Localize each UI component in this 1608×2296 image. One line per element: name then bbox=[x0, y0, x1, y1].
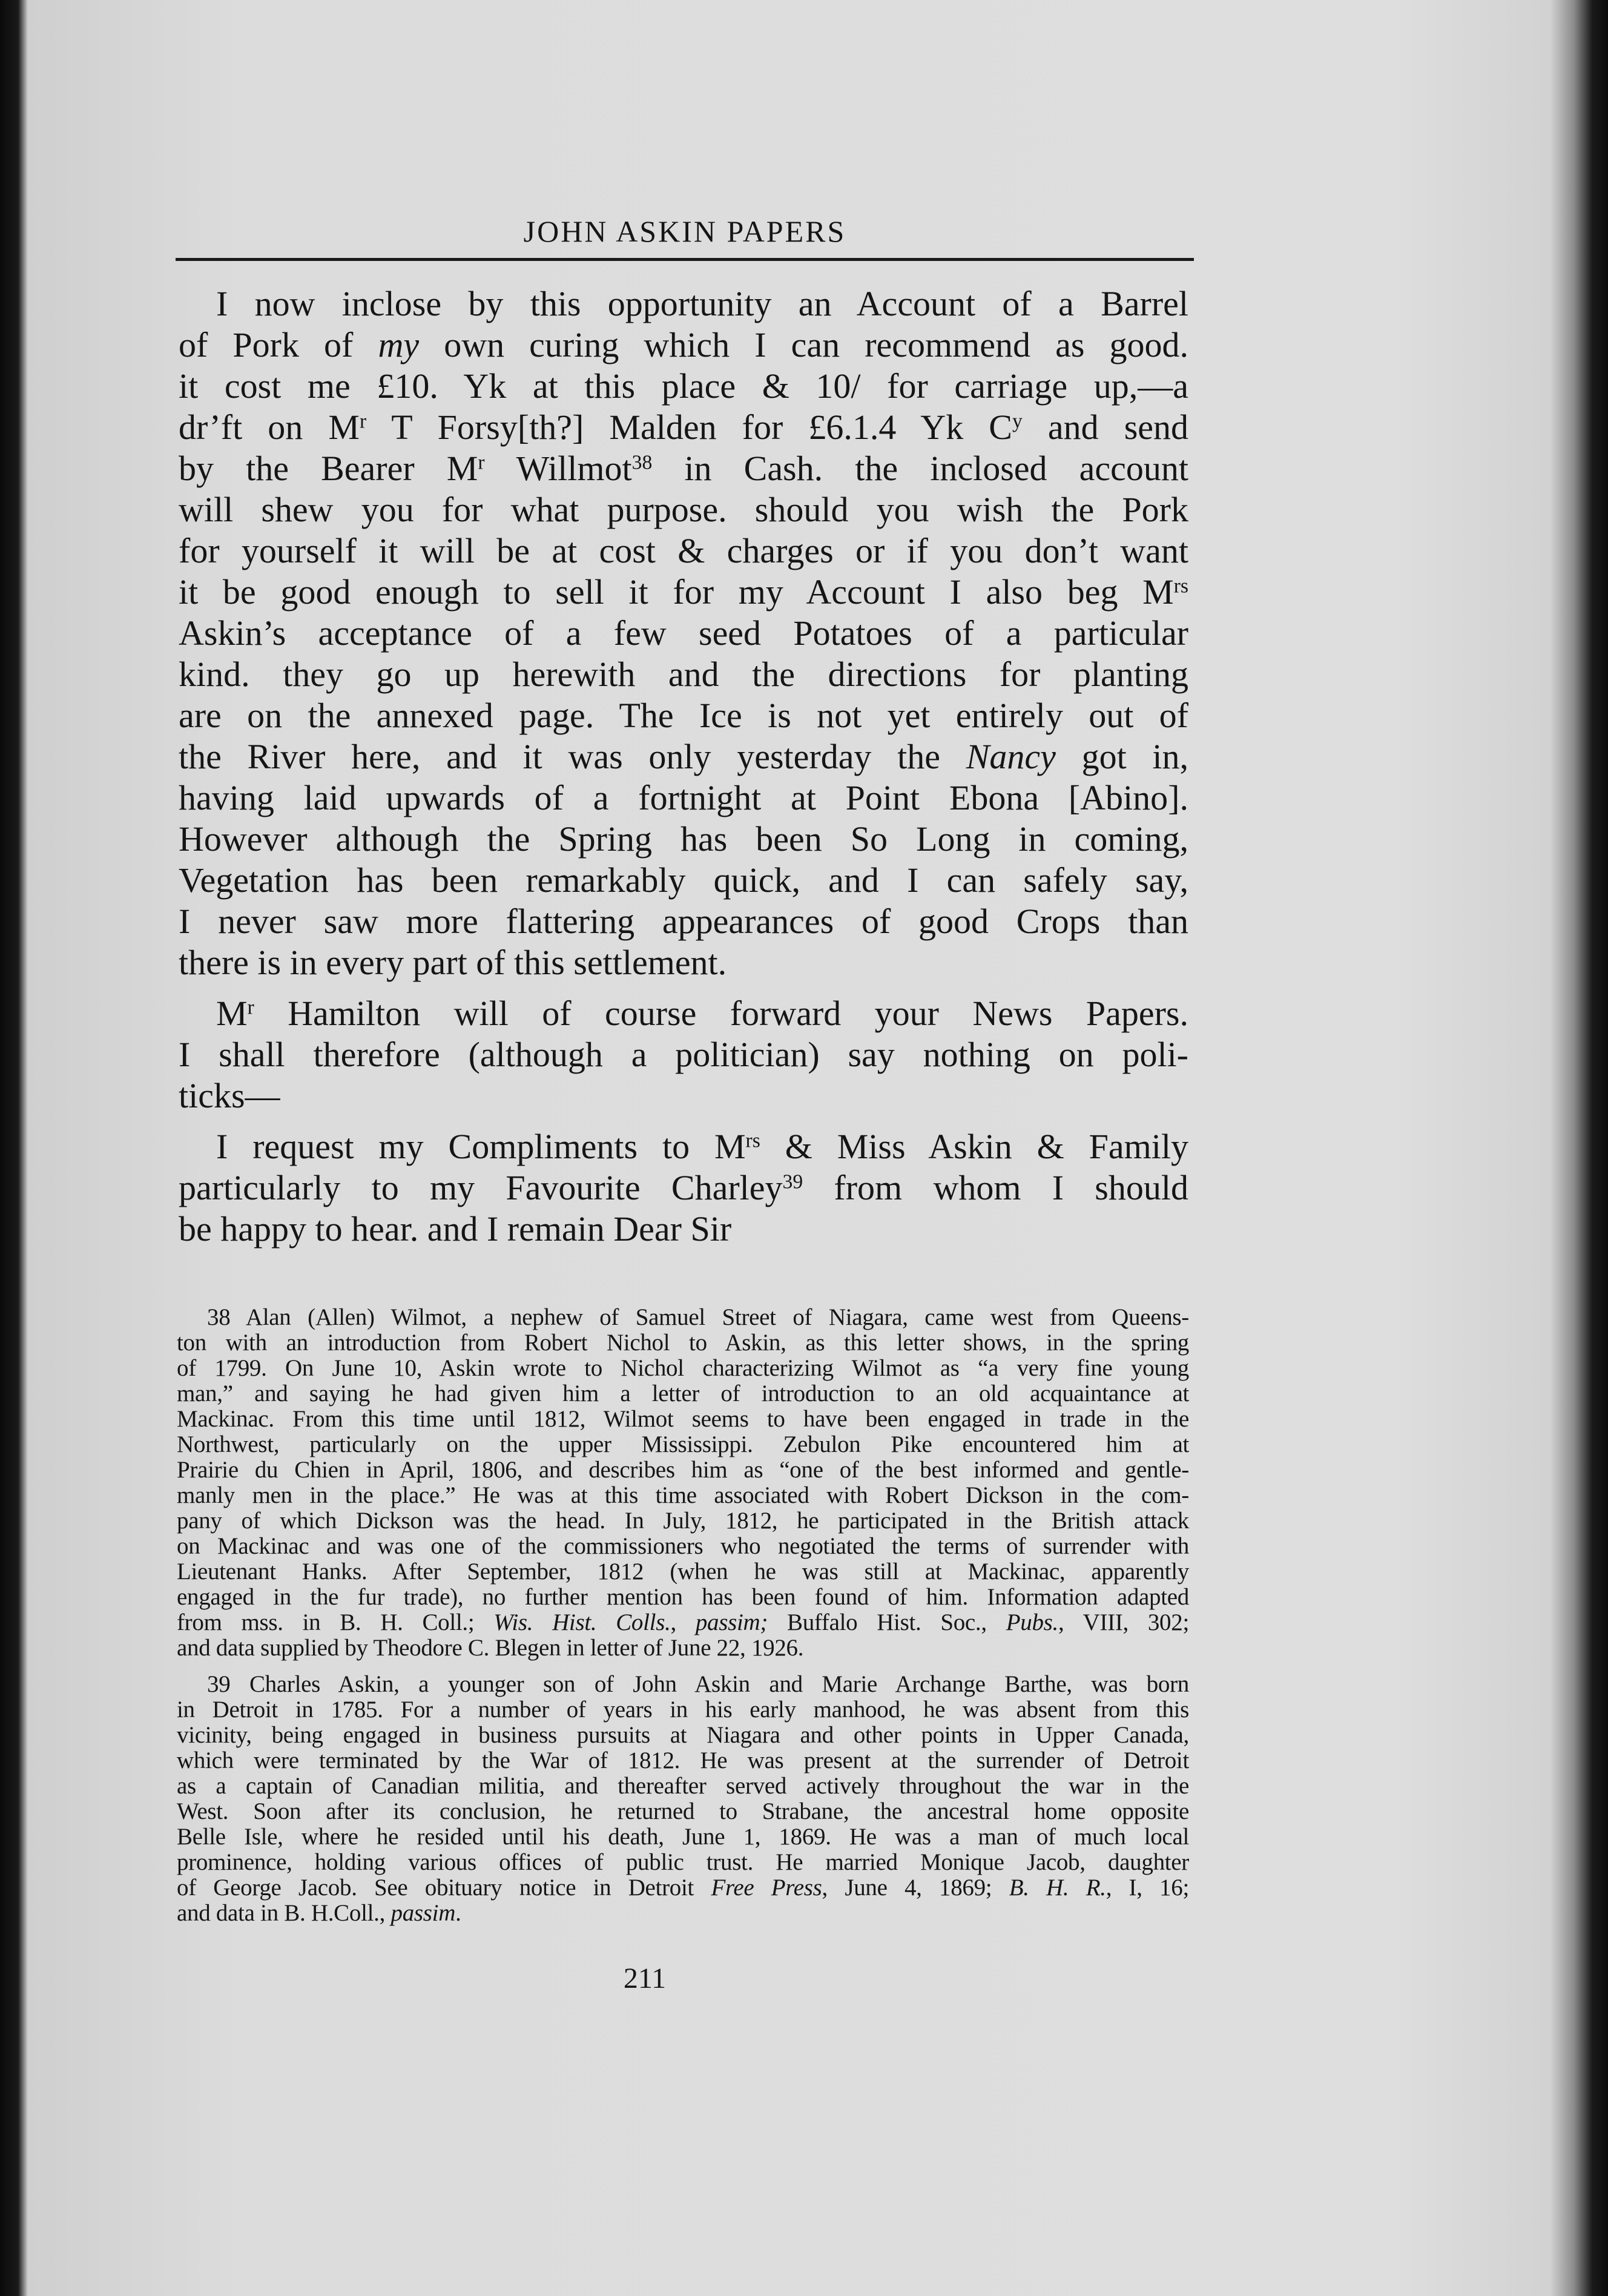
text-line bbox=[177, 1748, 1189, 1773]
text-run: as a captain of Canadian militia, and thereafter served actively throughout the war in the bbox=[177, 1773, 1189, 1799]
text-run: Buffalo Hist. Soc., bbox=[768, 1609, 1006, 1635]
text-run: own curing which I can recommend as good. bbox=[419, 325, 1188, 365]
text-run: Vegetation has been remarkably quick, and I can safely say, bbox=[179, 860, 1188, 900]
text-run: dr’ft on M bbox=[179, 407, 360, 447]
text-line bbox=[177, 1850, 1189, 1875]
text-run: Mackinac. From this time until 1812, Wilmot seems to have been engaged in trade in the bbox=[177, 1406, 1189, 1432]
text-line bbox=[179, 407, 1188, 448]
text-run: it be good enough to sell it for my Account I also beg M bbox=[179, 572, 1174, 612]
text-line bbox=[177, 1875, 1189, 1901]
text-line bbox=[177, 1799, 1189, 1824]
text-line bbox=[179, 819, 1188, 860]
superscript: 38 bbox=[631, 451, 653, 474]
paragraph bbox=[179, 1126, 1188, 1250]
text-run: Lieutenant Hanks. After September, 1812 (when he was still at Mackinac, apparently bbox=[177, 1559, 1189, 1585]
text-line bbox=[179, 325, 1188, 366]
text-line bbox=[177, 1697, 1189, 1723]
superscript: r bbox=[359, 410, 367, 433]
text-line bbox=[179, 736, 1188, 777]
text-line bbox=[177, 1356, 1189, 1381]
text-run: on Mackinac and was one of the commissioners who negotiated the terms of surrender with bbox=[177, 1533, 1189, 1559]
text-run: , June 4, 1869; bbox=[822, 1875, 1009, 1901]
text-run: I never saw more flattering appearances of good Crops than bbox=[179, 902, 1188, 941]
text-line bbox=[177, 1407, 1189, 1432]
text-line bbox=[177, 1330, 1189, 1356]
superscript: rs bbox=[1173, 575, 1188, 598]
italic-text: passim; bbox=[695, 1609, 768, 1635]
text-run: are on the annexed page. The Ice is not yet entirely out of bbox=[179, 696, 1188, 735]
italic-text: Nancy bbox=[966, 737, 1056, 776]
text-run: having laid upwards of a fortnight at Point Ebona [Abino]. bbox=[179, 778, 1188, 817]
text-run: from mss. in B. H. Coll.; bbox=[177, 1609, 494, 1635]
superscript: rs bbox=[745, 1129, 760, 1152]
text-run: and send bbox=[1022, 407, 1189, 447]
text-line bbox=[179, 942, 1188, 983]
text-line bbox=[179, 1075, 1188, 1117]
text-run: particularly to my Favourite Charley bbox=[179, 1168, 783, 1207]
text-run: . bbox=[455, 1900, 461, 1926]
italic-text: Pubs. bbox=[1006, 1609, 1058, 1635]
superscript: 39 bbox=[782, 1170, 803, 1193]
header-rule bbox=[176, 258, 1194, 261]
text-run: man,” and saying he had given him a letter of introduction to an old acquaintance at bbox=[177, 1381, 1189, 1407]
text-line bbox=[177, 1457, 1189, 1483]
italic-text: passim bbox=[390, 1900, 456, 1926]
text-line bbox=[177, 1610, 1189, 1635]
text-run: be happy to hear. and I remain Dear Sir bbox=[179, 1209, 732, 1249]
text-line bbox=[177, 1901, 1189, 1926]
text-line bbox=[177, 1723, 1189, 1748]
footnote bbox=[177, 1672, 1189, 1926]
italic-text: Free Press bbox=[711, 1875, 822, 1901]
footnote bbox=[177, 1305, 1189, 1661]
text-run: I request my Compliments to M bbox=[216, 1127, 746, 1166]
italic-text: B. H. R. bbox=[1009, 1875, 1106, 1901]
text-run: Hamilton will of course forward your News Papers. bbox=[254, 994, 1188, 1033]
text-line bbox=[179, 366, 1188, 407]
text-line bbox=[177, 1773, 1189, 1799]
paragraph bbox=[179, 283, 1188, 983]
text-run: Askin’s acceptance of a few seed Potatoes of a particular bbox=[179, 613, 1188, 653]
text-line bbox=[177, 1559, 1189, 1585]
text-line bbox=[177, 1635, 1189, 1661]
text-run: 38 Alan (Allen) Wilmot, a nephew of Samuel Street of Niagara, came west from Queens- bbox=[207, 1304, 1189, 1330]
text-run: got in, bbox=[1055, 737, 1189, 776]
text-line bbox=[177, 1381, 1189, 1407]
text-line bbox=[179, 901, 1188, 942]
text-run: , bbox=[670, 1609, 696, 1635]
italic-text: Wis. Hist. Colls. bbox=[493, 1609, 671, 1635]
text-run: T Forsy[th?] Malden for £6.1.4 Yk C bbox=[366, 407, 1012, 447]
text-line bbox=[179, 489, 1188, 530]
text-run: kind. they go up herewith and the directions for planting bbox=[179, 655, 1188, 694]
text-run: Northwest, particularly on the upper Mississippi. Zebulon Pike encountered him at bbox=[177, 1431, 1189, 1457]
text-run: However although the Spring has been So Long in coming, bbox=[179, 819, 1188, 859]
text-run: engaged in the fur trade), no further mention has been found of him. Information adapted bbox=[177, 1584, 1189, 1610]
footnotes bbox=[177, 1305, 1189, 1937]
running-head: JOHN ASKIN PAPERS bbox=[523, 214, 846, 248]
text-run: for yourself it will be at cost & charges or if you don’t want bbox=[179, 531, 1188, 570]
text-run: in Detroit in 1785. For a number of years in his early manhood, he was absent from this bbox=[177, 1697, 1189, 1723]
text-line bbox=[179, 1034, 1188, 1075]
text-run: of Pork of bbox=[179, 325, 378, 365]
text-run: will shew you for what purpose. should you wish the Pork bbox=[179, 490, 1188, 529]
text-line bbox=[179, 860, 1188, 901]
text-run: the River here, and it was only yesterday the bbox=[179, 737, 966, 776]
text-run: ticks— bbox=[179, 1076, 280, 1115]
text-run: vicinity, being engaged in business pursuits at Niagara and other points in Upper Canada, bbox=[177, 1722, 1189, 1748]
text-line bbox=[177, 1672, 1189, 1697]
text-line bbox=[179, 283, 1188, 325]
text-line bbox=[179, 1209, 1188, 1250]
superscript: r bbox=[247, 996, 254, 1019]
text-run: & Miss Askin & Family bbox=[760, 1127, 1188, 1166]
text-line bbox=[177, 1305, 1189, 1330]
text-run: it cost me £10. Yk at this place & 10/ for carriage up,—a bbox=[179, 366, 1188, 406]
text-run: Willmot bbox=[484, 449, 632, 488]
text-line bbox=[177, 1824, 1189, 1850]
page-number: 211 bbox=[623, 1962, 667, 1994]
text-run: I shall therefore (although a politician) say nothing on poli- bbox=[179, 1035, 1188, 1074]
text-run: and data in B. H.Coll., bbox=[177, 1900, 391, 1926]
text-line bbox=[179, 448, 1188, 489]
superscript: y bbox=[1012, 410, 1023, 433]
text-run: from whom I should bbox=[803, 1168, 1188, 1207]
text-run: M bbox=[216, 994, 248, 1033]
text-run: 39 Charles Askin, a younger son of John Askin and Marie Archange Barthe, was born bbox=[207, 1671, 1189, 1697]
text-run: which were terminated by the War of 1812. He was present at the surrender of Detroit bbox=[177, 1747, 1189, 1773]
paragraph bbox=[179, 993, 1188, 1117]
text-run: Prairie du Chien in April, 1806, and describes him as “one of the best informed and gentle- bbox=[177, 1457, 1189, 1483]
text-line bbox=[179, 695, 1188, 736]
text-run: and data supplied by Theodore C. Blegen in letter of June 22, 1926. bbox=[177, 1635, 804, 1661]
text-line bbox=[177, 1534, 1189, 1559]
text-run: prominence, holding various offices of public trust. He married Monique Jacob, daughter bbox=[177, 1849, 1189, 1875]
text-run: of 1799. On June 10, Askin wrote to Nichol characterizing Wilmot as “a very fine young bbox=[177, 1355, 1189, 1381]
text-line bbox=[179, 654, 1188, 695]
text-run: in Cash. the inclosed account bbox=[652, 449, 1188, 488]
text-run: there is in every part of this settlement. bbox=[179, 943, 727, 982]
text-line bbox=[177, 1483, 1189, 1508]
text-run: ton with an introduction from Robert Nichol to Askin, as this letter shows, in the spring bbox=[177, 1330, 1189, 1356]
text-line bbox=[179, 1167, 1188, 1209]
text-run: , VIII, 302; bbox=[1058, 1609, 1189, 1635]
text-run: of George Jacob. See obituary notice in Detroit bbox=[177, 1875, 711, 1901]
text-run: pany of which Dickson was the head. In July, 1812, he participated in the British attack bbox=[177, 1508, 1189, 1534]
text-line bbox=[177, 1508, 1189, 1534]
text-run: by the Bearer M bbox=[179, 449, 478, 488]
text-run: Belle Isle, where he resided until his death, June 1, 1869. He was a man of much local bbox=[177, 1824, 1189, 1850]
text-run: , I, 16; bbox=[1106, 1875, 1189, 1901]
text-line bbox=[177, 1585, 1189, 1610]
text-run: West. Soon after its conclusion, he returned to Strabane, the ancestral home opposite bbox=[177, 1798, 1189, 1824]
italic-text: my bbox=[378, 325, 420, 365]
superscript: r bbox=[478, 451, 485, 474]
text-line bbox=[179, 613, 1188, 654]
text-line bbox=[179, 993, 1188, 1034]
text-line bbox=[179, 572, 1188, 613]
text-run: manly men in the place.” He was at this time associated with Robert Dickson in the com- bbox=[177, 1482, 1189, 1508]
text-line bbox=[179, 530, 1188, 572]
text-line bbox=[179, 1126, 1188, 1167]
letter-body bbox=[179, 283, 1188, 1259]
text-line bbox=[177, 1432, 1189, 1457]
text-run: I now inclose by this opportunity an Account of a Barrel bbox=[216, 284, 1188, 323]
text-line bbox=[179, 777, 1188, 819]
